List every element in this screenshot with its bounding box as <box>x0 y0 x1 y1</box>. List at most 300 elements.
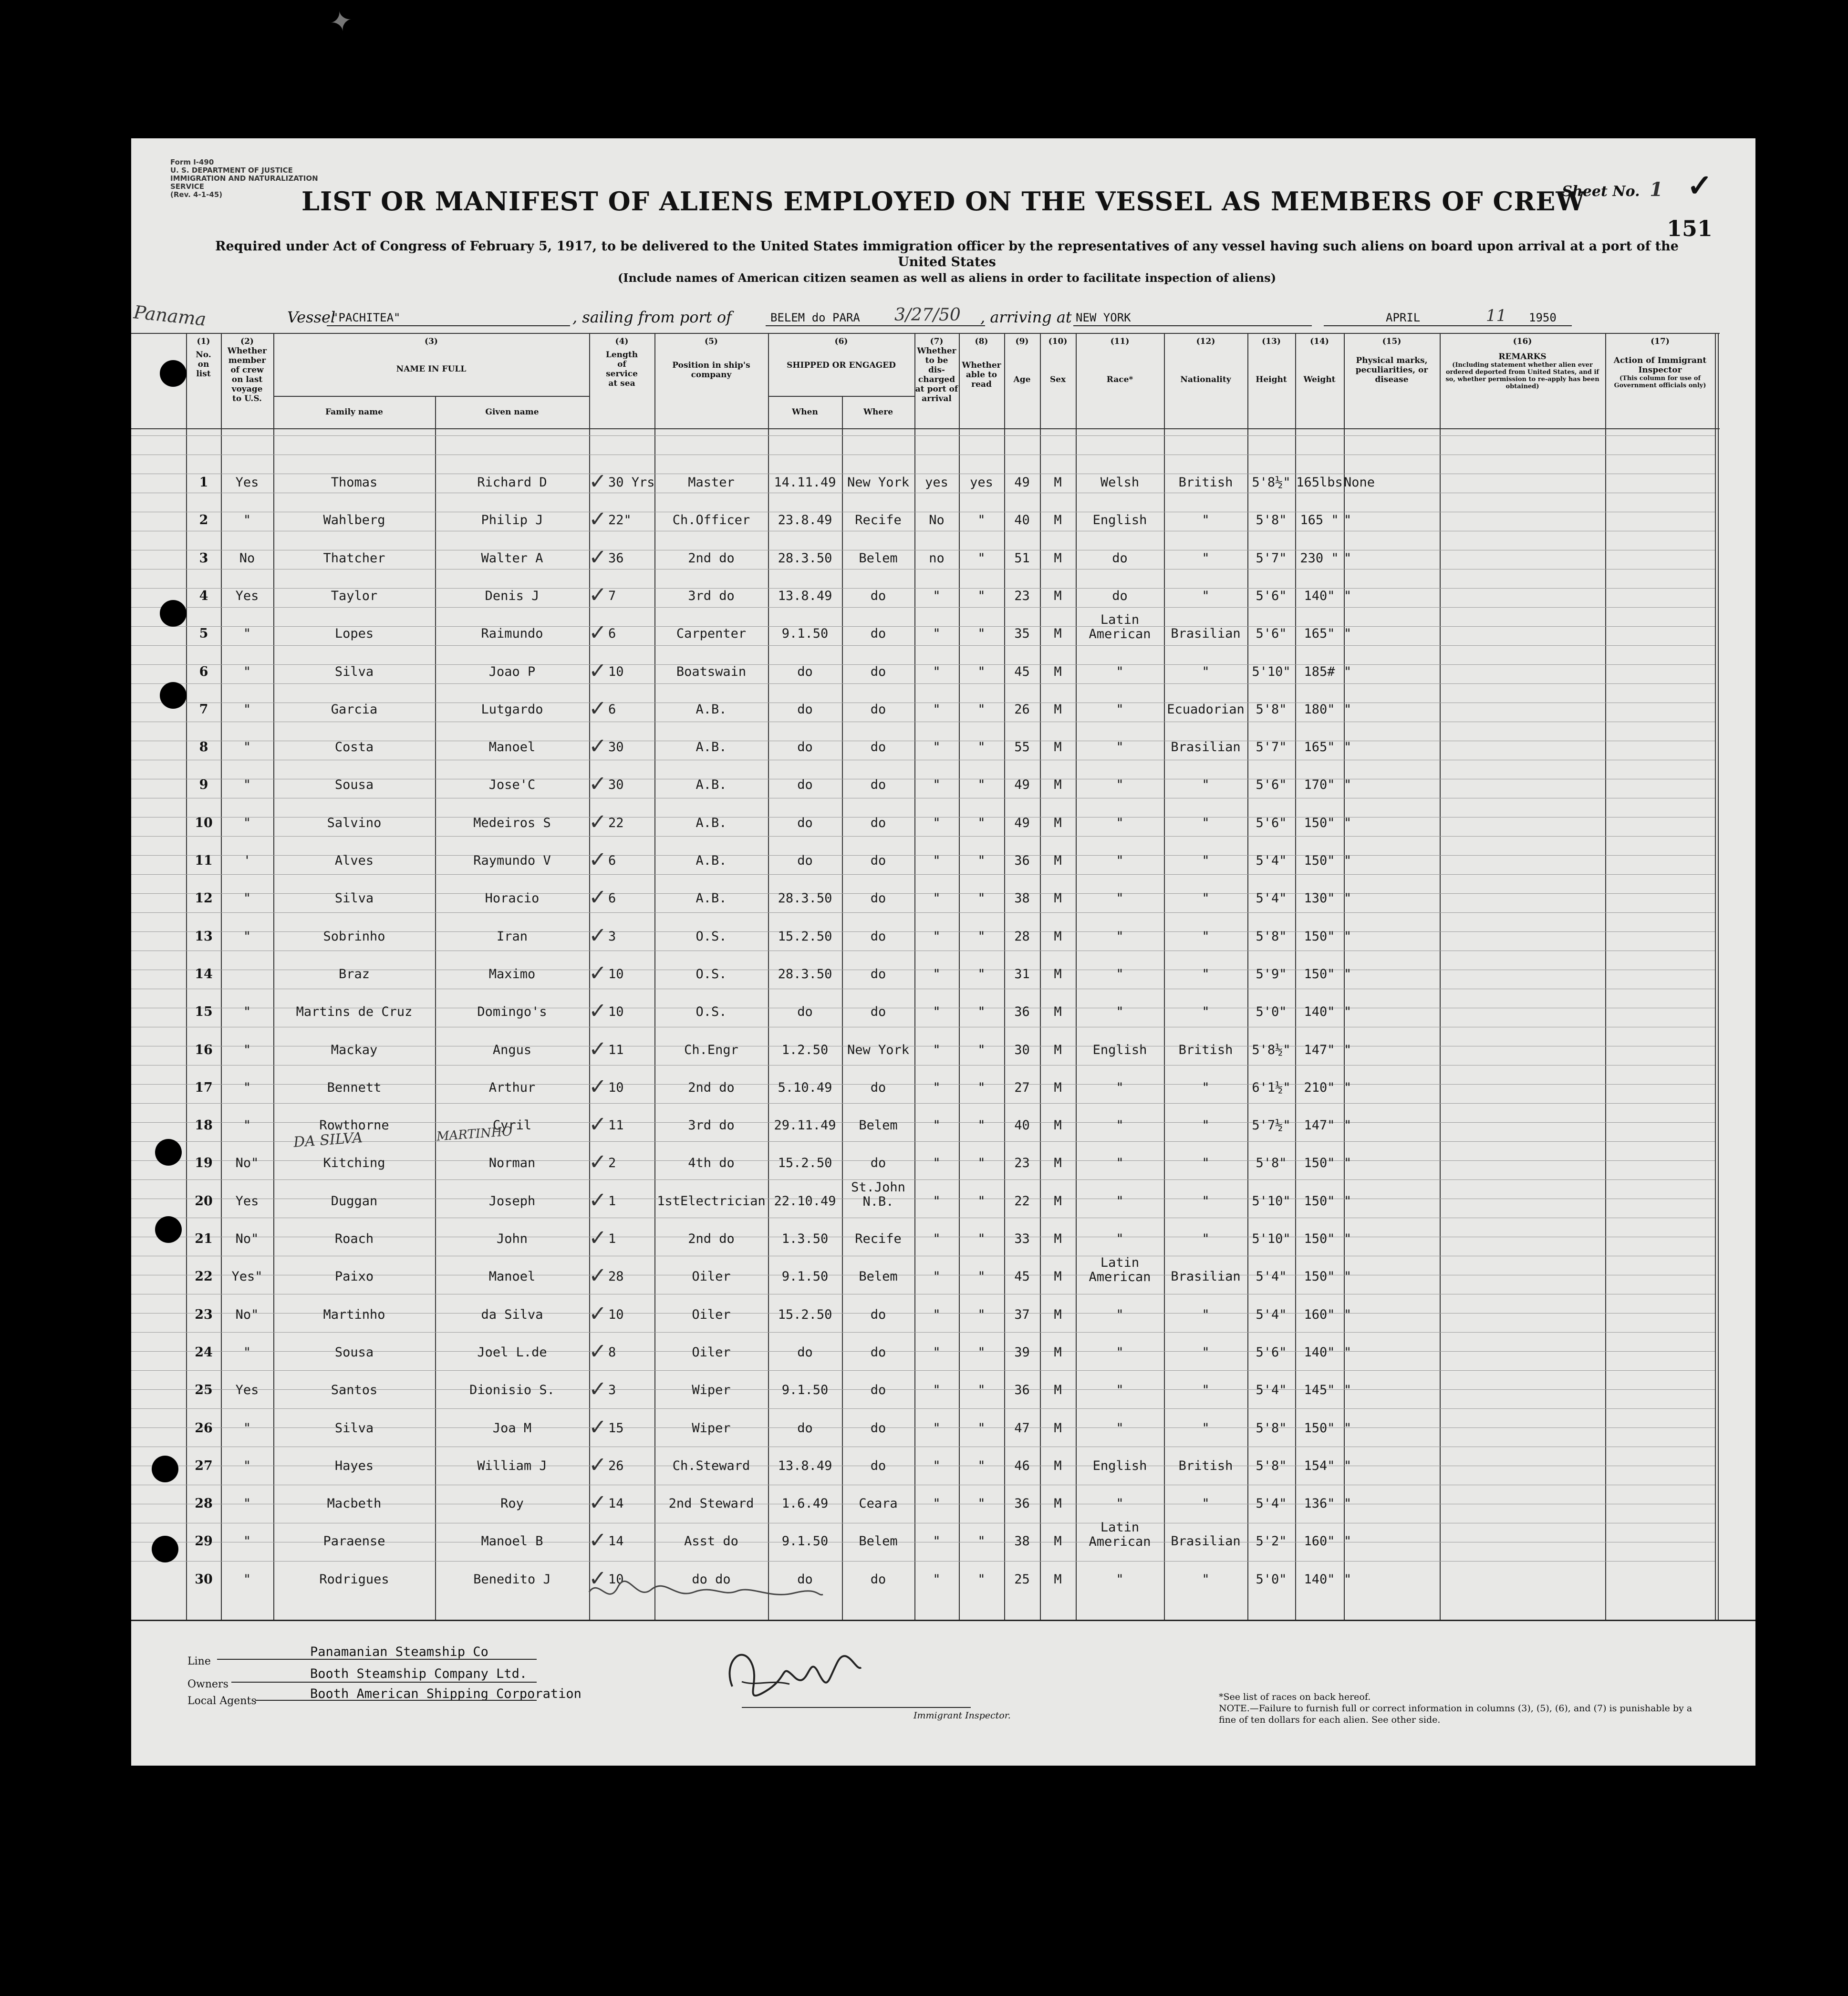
cell-marks: " <box>1344 1156 1352 1171</box>
cell-age: 38 <box>1014 891 1030 906</box>
punch-hole <box>160 682 187 709</box>
cell-family: Rodrigues <box>319 1572 389 1587</box>
cell-weight: 150" <box>1304 966 1335 982</box>
checkmark-icon: ✓ <box>590 958 605 987</box>
cell-nationality: " <box>1202 1420 1210 1436</box>
cell-given: Maximo <box>488 966 536 982</box>
cell-race: Latin American <box>1089 1520 1151 1550</box>
cell-height: 5'8" <box>1256 929 1287 944</box>
cell-weight: 165lbs <box>1296 475 1343 490</box>
checkmark-icon: ✓ <box>590 1071 605 1100</box>
cell-age: 39 <box>1014 1344 1030 1360</box>
row-number: 27 <box>195 1458 213 1473</box>
cell-position: 3rd do <box>688 588 735 603</box>
cell-where: Belem <box>859 550 898 566</box>
cell-service: 11 <box>608 1118 624 1133</box>
sheet-number-value: 1 <box>1650 178 1663 201</box>
cell-given: Joel L.de <box>477 1344 547 1360</box>
cell-weight: 147" <box>1304 1042 1335 1057</box>
cell-marks: " <box>1344 815 1352 830</box>
checkmark-icon: ✓ <box>590 920 605 949</box>
cell-where: do <box>870 702 886 717</box>
cell-prev: " <box>243 702 251 717</box>
cell-family: Kitching <box>323 1156 385 1171</box>
cell-family: Lopes <box>334 626 374 641</box>
cell-sex: M <box>1054 891 1062 906</box>
col-header-3: (3) NAME IN FULL <box>396 337 467 374</box>
cell-race: " <box>1116 891 1124 906</box>
cell-age: 27 <box>1014 1080 1030 1095</box>
cell-given: Cyril <box>492 1118 532 1133</box>
cell-given: Joa M <box>492 1420 532 1436</box>
cell-when: 29.11.49 <box>774 1118 836 1133</box>
cell-height: 5'6" <box>1256 1344 1287 1360</box>
cell-weight: 154" <box>1304 1458 1335 1473</box>
checkmark-icon: ✓ <box>590 1147 605 1176</box>
col-header-8: (8) Whether able to read <box>962 337 1001 389</box>
cell-nationality: Brasilian <box>1171 1269 1241 1284</box>
cell-marks: " <box>1344 1080 1352 1095</box>
row-number: 15 <box>195 1004 213 1020</box>
checkmark-icon: ✓ <box>590 1525 605 1554</box>
cell-when: 14.11.49 <box>774 475 836 490</box>
checkmark-icon: ✓ <box>590 1412 605 1441</box>
col-header-4: (4) Length of service at sea <box>605 337 638 388</box>
cell-height: 5'8" <box>1256 513 1287 528</box>
cell-discharged: " <box>933 1344 941 1360</box>
cell-given: John <box>496 1231 528 1246</box>
col-divider <box>1718 333 1719 1620</box>
cell-when: 22.10.49 <box>774 1193 836 1209</box>
cell-prev: " <box>243 1534 251 1549</box>
cell-age: 26 <box>1014 702 1030 717</box>
cell-race: English <box>1092 1458 1147 1473</box>
cell-weight: 147" <box>1304 1118 1335 1133</box>
cell-marks: " <box>1344 1307 1352 1322</box>
col-header-5: (5) Position in ship's company <box>672 337 750 380</box>
cell-marks: " <box>1344 1383 1352 1398</box>
cell-discharged: " <box>933 664 941 679</box>
cell-discharged: " <box>933 1080 941 1095</box>
cell-given: Dionisio S. <box>469 1383 555 1398</box>
sheet-number <box>1562 168 1713 204</box>
cell-position: Ch.Officer <box>672 513 750 528</box>
cell-height: 5'0" <box>1256 1004 1287 1020</box>
punch-hole <box>160 600 187 627</box>
cell-marks: " <box>1344 777 1352 793</box>
checkmark-icon: ✓ <box>590 1034 605 1063</box>
cell-family: Salvino <box>327 815 382 830</box>
cell-weight: 150" <box>1304 1156 1335 1171</box>
cell-given: Medeiros S <box>473 815 551 830</box>
col-header-17: (17) Action of Immigrant Inspector (This column for use of Government officials only) <box>1613 337 1707 389</box>
checkmark-icon: ✓ <box>590 731 605 760</box>
cell-race: " <box>1116 1080 1124 1095</box>
cell-sex: M <box>1054 853 1062 868</box>
cell-position: A.B. <box>696 891 727 906</box>
cell-read: " <box>977 853 986 868</box>
arrival-day: 11 <box>1486 306 1507 325</box>
cell-where: do <box>870 1383 886 1398</box>
row-number: 20 <box>195 1193 213 1209</box>
cell-when: 28.3.50 <box>778 966 832 982</box>
col-divider <box>186 333 187 1620</box>
checkmark-icon: ✓ <box>590 996 605 1025</box>
cell-service: 10 <box>608 1080 624 1095</box>
cell-read: " <box>977 664 986 679</box>
cell-where: New York <box>847 475 910 490</box>
cell-height: 5'4" <box>1256 853 1287 868</box>
cell-read: " <box>977 1307 986 1322</box>
cell-nationality: " <box>1202 929 1210 944</box>
cell-age: 33 <box>1014 1231 1030 1246</box>
cell-marks: " <box>1344 626 1352 641</box>
cell-when: 15.2.50 <box>778 1307 832 1322</box>
sailing-label: , sailing from port of <box>572 308 732 326</box>
cell-marks: " <box>1344 891 1352 906</box>
cell-age: 46 <box>1014 1458 1030 1473</box>
cell-where: do <box>870 1344 886 1360</box>
cell-race: Latin American <box>1089 612 1151 642</box>
cell-nationality: Brasilian <box>1171 1534 1241 1549</box>
cell-sex: M <box>1054 1458 1062 1473</box>
checkmark-icon: ✓ <box>590 769 605 798</box>
cell-marks: " <box>1344 1534 1352 1549</box>
cell-nationality: British <box>1178 1458 1233 1473</box>
cell-height: 5'8" <box>1256 1458 1287 1473</box>
cell-where: do <box>870 626 886 641</box>
cell-sex: M <box>1054 1080 1062 1095</box>
row-number: 6 <box>199 664 208 679</box>
cell-when: 13.8.49 <box>778 588 832 603</box>
agents-underline <box>255 1700 537 1701</box>
cell-age: 36 <box>1014 853 1030 868</box>
sailing-underline <box>766 325 985 326</box>
cell-race: do <box>1112 588 1128 603</box>
cell-position: O.S. <box>696 929 727 944</box>
cell-race: " <box>1116 777 1124 793</box>
cell-weight: 165" <box>1304 740 1335 755</box>
cell-service: 14 <box>608 1496 624 1511</box>
cell-family: Sobrinho <box>323 929 385 944</box>
cell-height: 5'7½" <box>1252 1118 1291 1133</box>
cell-height: 5'0" <box>1256 1572 1287 1587</box>
cell-position: A.B. <box>696 777 727 793</box>
handwritten-scribble <box>580 1573 828 1611</box>
cell-where: do <box>870 777 886 793</box>
cell-family: Hayes <box>334 1458 374 1473</box>
cell-service: 6 <box>608 626 616 641</box>
col-header-14: (14) Weight <box>1303 337 1336 384</box>
cell-discharged: " <box>933 1420 941 1436</box>
cell-marks: " <box>1344 513 1352 528</box>
cell-race: " <box>1116 1420 1124 1436</box>
checkmark-icon: ✓ <box>590 579 605 609</box>
cell-given: Walter A <box>481 550 543 566</box>
cell-nationality: British <box>1178 1042 1233 1057</box>
subtitle: Required under Act of Congress of February 5, 1917, to be delivered to the United States immigration officer by the representatives of any vessel having such aliens on board upon arrival at a port of the United States <box>215 239 1679 269</box>
cell-service: 14 <box>608 1534 624 1549</box>
row-number: 2 <box>199 513 208 528</box>
cell-sex: M <box>1054 1042 1062 1057</box>
cell-weight: 140" <box>1304 1004 1335 1020</box>
cell-weight: 165" <box>1304 626 1335 641</box>
cell-discharged: " <box>933 815 941 830</box>
cell-where: Belem <box>859 1534 898 1549</box>
cell-age: 49 <box>1014 815 1030 830</box>
cell-service: 1 <box>608 1193 616 1209</box>
cell-nationality: " <box>1202 513 1210 528</box>
cell-race: " <box>1116 929 1124 944</box>
cell-weight: 140" <box>1304 588 1335 603</box>
cell-given: da Silva <box>481 1307 543 1322</box>
cell-height: 5'6" <box>1256 626 1287 641</box>
cell-nationality: " <box>1202 1118 1210 1133</box>
cell-sex: M <box>1054 588 1062 603</box>
cell-when: do <box>797 702 813 717</box>
cell-family: Santos <box>331 1383 378 1398</box>
sheet-number-label: Sheet No. <box>1562 183 1640 200</box>
col-divider <box>1440 333 1441 1620</box>
cell-position: Oiler <box>692 1269 731 1284</box>
cell-position: Boatswain <box>676 664 747 679</box>
cell-height: 5'8½" <box>1252 475 1291 490</box>
cell-where: do <box>870 1572 886 1587</box>
line-value: Panamanian Steamship Co <box>310 1644 488 1659</box>
cell-read: " <box>977 588 986 603</box>
cell-marks: " <box>1344 929 1352 944</box>
cell-marks: " <box>1344 1269 1352 1284</box>
cell-prev: " <box>243 1458 251 1473</box>
cell-marks: " <box>1344 588 1352 603</box>
cell-service: 22 <box>608 815 624 830</box>
cell-read: " <box>977 1344 986 1360</box>
cell-position: 2nd do <box>688 1231 735 1246</box>
cell-race: do <box>1112 550 1128 566</box>
cell-discharged: " <box>933 777 941 793</box>
row-number: 5 <box>199 626 208 641</box>
checkmark-icon: ✓ <box>590 1298 605 1327</box>
line-underline <box>217 1659 537 1660</box>
col-divider <box>1715 333 1716 1620</box>
cell-read: " <box>977 1231 986 1246</box>
cell-height: 5'10" <box>1252 664 1291 679</box>
cell-service: 3 <box>608 929 616 944</box>
cell-when: do <box>797 664 813 679</box>
cell-marks: " <box>1344 853 1352 868</box>
cell-position: 4th do <box>688 1156 735 1171</box>
cell-family: Silva <box>334 1420 374 1436</box>
cell-weight: 170" <box>1304 777 1335 793</box>
cell-height: 5'2" <box>1256 1534 1287 1549</box>
page-number: 151 <box>1666 216 1713 241</box>
cell-discharged: yes <box>925 475 948 490</box>
cell-prev: " <box>243 1572 251 1587</box>
vessel-label: Vessel <box>287 308 336 326</box>
cell-when: 9.1.50 <box>781 1269 829 1284</box>
cell-age: 40 <box>1014 513 1030 528</box>
ruled-line <box>131 1561 1715 1562</box>
cell-when: 15.2.50 <box>778 1156 832 1171</box>
cell-position: 1stElectrician <box>657 1193 766 1209</box>
cell-discharged: " <box>933 1004 941 1020</box>
cell-discharged: " <box>933 702 941 717</box>
page-title: LIST OR MANIFEST OF ALIENS EMPLOYED ON THE VESSEL AS MEMBERS OF CREW <box>301 186 1586 217</box>
cell-service: 11 <box>608 1042 624 1057</box>
cell-service: 22" <box>608 513 632 528</box>
row-number: 24 <box>195 1344 213 1360</box>
cell-marks: " <box>1344 740 1352 755</box>
margin-note: Panama <box>133 301 208 330</box>
cell-discharged: " <box>933 588 941 603</box>
row-number: 8 <box>199 740 208 755</box>
cell-service: 7 <box>608 588 616 603</box>
cell-height: 5'7" <box>1256 550 1287 566</box>
cell-race: " <box>1116 664 1124 679</box>
cell-service: 1 <box>608 1231 616 1246</box>
cell-service: 28 <box>608 1269 624 1284</box>
manifest-sheet <box>131 138 1755 1766</box>
cell-height: 5'10" <box>1252 1231 1291 1246</box>
cell-read: " <box>977 929 986 944</box>
cell-age: 49 <box>1014 777 1030 793</box>
cell-family: Duggan <box>331 1193 378 1209</box>
cell-sex: M <box>1054 513 1062 528</box>
ruled-line <box>131 1179 1715 1180</box>
row-number: 11 <box>195 853 213 868</box>
cell-age: 45 <box>1014 1269 1030 1284</box>
cell-marks: " <box>1344 1344 1352 1360</box>
checkmark-icon: ✓ <box>590 466 605 495</box>
cell-family: Paraense <box>323 1534 385 1549</box>
handwritten-correction-family: DA SILVA <box>292 1129 363 1151</box>
cell-nationality: " <box>1202 1231 1210 1246</box>
checkmark-icon: ✓ <box>590 1109 605 1138</box>
cell-where: Belem <box>859 1118 898 1133</box>
cell-nationality: " <box>1202 1383 1210 1398</box>
cell-nationality: " <box>1202 1156 1210 1171</box>
cell-where: do <box>870 1004 886 1020</box>
cell-given: Domingo's <box>477 1004 547 1020</box>
cell-height: 5'8" <box>1256 702 1287 717</box>
cell-weight: 165 " <box>1300 513 1339 528</box>
cell-prev: " <box>243 513 251 528</box>
cell-when: do <box>797 1572 813 1587</box>
sailing-date: 3/27/50 <box>894 305 961 325</box>
row-number: 12 <box>195 891 213 906</box>
cell-when: do <box>797 853 813 868</box>
cell-race: English <box>1092 513 1147 528</box>
cell-family: Garcia <box>331 702 378 717</box>
cell-marks: " <box>1344 702 1352 717</box>
cell-service: 10 <box>608 966 624 982</box>
cell-when: 28.3.50 <box>778 891 832 906</box>
checkmark-icon: ✓ <box>590 618 605 647</box>
checkmark-icon: ✓ <box>590 882 605 911</box>
col-header-16: (16) REMARKS (Including statement whether alien ever ordered deported from United States, and if so, whether permission to re-apply has been obtained) <box>1445 337 1599 390</box>
cell-sex: M <box>1054 966 1062 982</box>
punch-hole <box>152 1536 178 1562</box>
col-header-given-name: Given name <box>485 407 539 417</box>
cell-height: 5'9" <box>1256 966 1287 982</box>
col-header-2: (2) Whether member of crew on last voyage to U.S. <box>227 337 267 403</box>
cell-discharged: " <box>933 740 941 755</box>
cell-prev: No" <box>235 1307 259 1322</box>
cell-marks: " <box>1344 1042 1352 1057</box>
cell-when: do <box>797 1344 813 1360</box>
cell-service: 10 <box>608 1307 624 1322</box>
cell-prev: Yes" <box>231 1269 263 1284</box>
cell-where: do <box>870 588 886 603</box>
cell-when: 15.2.50 <box>778 929 832 944</box>
cell-read: " <box>977 1042 986 1057</box>
cell-age: 31 <box>1014 966 1030 982</box>
punch-hole <box>160 360 187 387</box>
handwritten-correction-given: MARTINHO <box>436 1124 513 1144</box>
table-top-rule <box>131 333 1720 334</box>
cell-when: 28.3.50 <box>778 550 832 566</box>
vessel-line <box>131 301 1755 334</box>
cell-age: 23 <box>1014 1156 1030 1171</box>
cell-race: " <box>1116 1383 1124 1398</box>
cell-prev: " <box>243 777 251 793</box>
cell-race: English <box>1092 1042 1147 1057</box>
cell-weight: 150" <box>1304 1420 1335 1436</box>
cell-sex: M <box>1054 1307 1062 1322</box>
row-number: 9 <box>199 777 208 793</box>
cell-when: 1.3.50 <box>781 1231 829 1246</box>
cell-service: 10 <box>608 1572 624 1587</box>
ruled-line <box>131 836 1715 837</box>
cell-position: Asst do <box>684 1534 738 1549</box>
cell-family: Wahlberg <box>323 513 385 528</box>
col-divider <box>1605 333 1606 1620</box>
arriving-port: NEW YORK <box>1076 311 1131 324</box>
cell-where: do <box>870 966 886 982</box>
cell-sex: M <box>1054 1496 1062 1511</box>
cell-height: 5'4" <box>1256 1307 1287 1322</box>
cell-marks: " <box>1344 664 1352 679</box>
cell-sex: M <box>1054 740 1062 755</box>
cell-where: do <box>870 1156 886 1171</box>
cell-sex: M <box>1054 1118 1062 1133</box>
cell-age: 38 <box>1014 1534 1030 1549</box>
cell-when: 1.2.50 <box>781 1042 829 1057</box>
cell-position: Ch.Engr <box>684 1042 738 1057</box>
cell-sex: M <box>1054 1572 1062 1587</box>
checkmark-icon: ✓ <box>590 807 605 836</box>
cell-family: Paixo <box>334 1269 374 1284</box>
cell-discharged: " <box>933 1458 941 1473</box>
cell-race: " <box>1116 1344 1124 1360</box>
ruled-line <box>131 1141 1715 1142</box>
cell-given: Lutgardo <box>481 702 543 717</box>
cell-given: Benedito J <box>473 1572 551 1587</box>
cell-weight: 145" <box>1304 1383 1335 1398</box>
cell-given: Manoel B <box>481 1534 543 1549</box>
cell-discharged: " <box>933 626 941 641</box>
cell-race: " <box>1116 1156 1124 1171</box>
cell-given: Raimundo <box>481 626 543 641</box>
row-number: 25 <box>195 1383 213 1398</box>
row-number: 3 <box>199 550 208 566</box>
cell-weight: 210" <box>1304 1080 1335 1095</box>
crew-table <box>131 333 1755 1620</box>
ruled-line <box>131 1332 1715 1333</box>
cell-weight: 130" <box>1304 891 1335 906</box>
cell-nationality: Ecuadorian <box>1167 702 1245 717</box>
col-header-15: (15) Physical marks, peculiarities, or disease <box>1355 337 1428 384</box>
